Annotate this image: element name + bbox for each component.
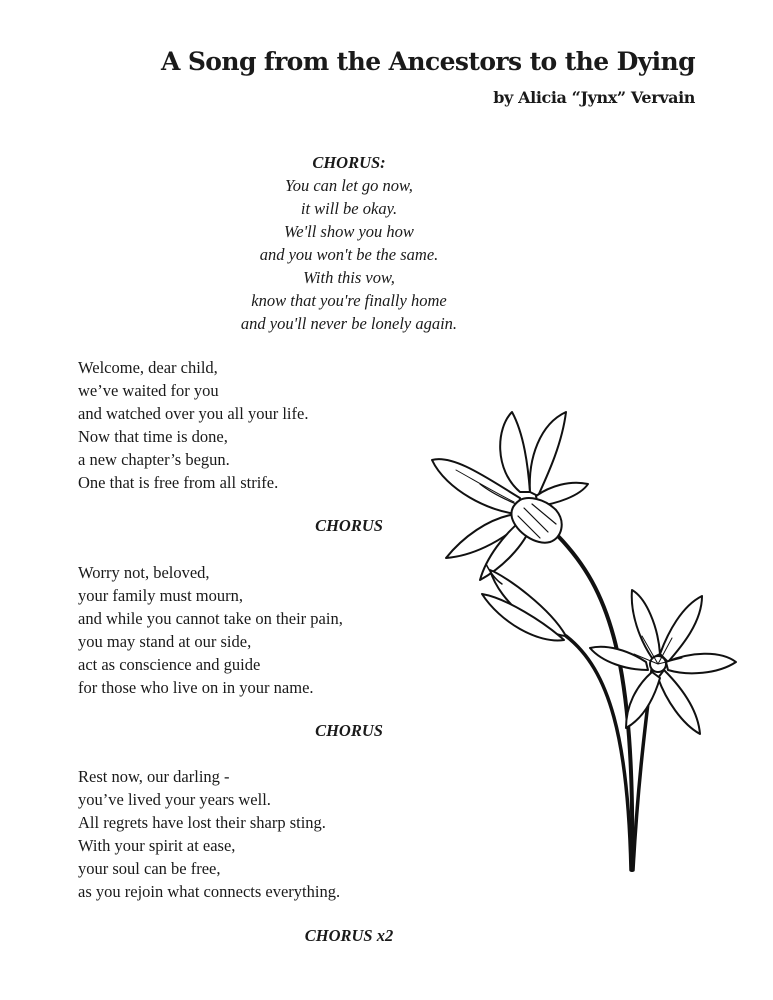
- chorus-line: We'll show you how: [284, 222, 414, 241]
- verse-line: All regrets have lost their sharp sting.: [78, 813, 326, 832]
- verse-1: [78, 356, 308, 494]
- chorus-line: and you won't be the same.: [259, 245, 439, 264]
- verse-line: for those who live on in your name.: [78, 678, 314, 697]
- refrain-2: CHORUS: [315, 721, 383, 740]
- chorus-line: With this vow,: [303, 268, 395, 287]
- verse-3: [78, 765, 340, 903]
- poem-author: by Alicia “Jynx” Vervain: [493, 88, 695, 107]
- verse-line: Welcome, dear child,: [78, 358, 218, 377]
- verse-line: your soul can be free,: [78, 859, 221, 878]
- verse-line: and watched over you all your life.: [78, 404, 309, 423]
- chorus-block: [0, 152, 698, 335]
- chorus-heading: CHORUS:: [312, 153, 386, 172]
- chorus-line: You can let go now,: [285, 176, 413, 195]
- poem-title: A Song from the Ancestors to the Dying: [160, 47, 695, 76]
- verse-line: your family must mourn,: [78, 586, 243, 605]
- verse-line: act as conscience and guide: [78, 655, 261, 674]
- chorus-line: and you'll never be lonely again.: [240, 314, 458, 333]
- verse-line: Worry not, beloved,: [78, 563, 210, 582]
- verse-line: and while you cannot take on their pain,: [78, 609, 343, 628]
- verse-line: you may stand at our side,: [78, 632, 252, 651]
- verse-line: a new chapter’s begun.: [78, 450, 230, 469]
- verse-line: One that is free from all strife.: [78, 473, 279, 492]
- verse-line: With your spirit at ease,: [78, 836, 236, 855]
- refrain-1: CHORUS: [315, 516, 383, 535]
- verse-line: you’ve lived your years well.: [78, 790, 271, 809]
- verse-line: we’ve waited for you: [78, 381, 219, 400]
- lily-flower-icon: [420, 400, 740, 880]
- chorus-line: know that you're finally home: [251, 291, 447, 310]
- verse-line: Rest now, our darling -: [78, 767, 230, 786]
- refrain-3: CHORUS x2: [304, 926, 394, 945]
- verse-2: [78, 561, 343, 699]
- chorus-line: it will be okay.: [300, 199, 398, 218]
- verse-line: Now that time is done,: [78, 427, 228, 446]
- verse-line: as you rejoin what connects everything.: [78, 882, 341, 901]
